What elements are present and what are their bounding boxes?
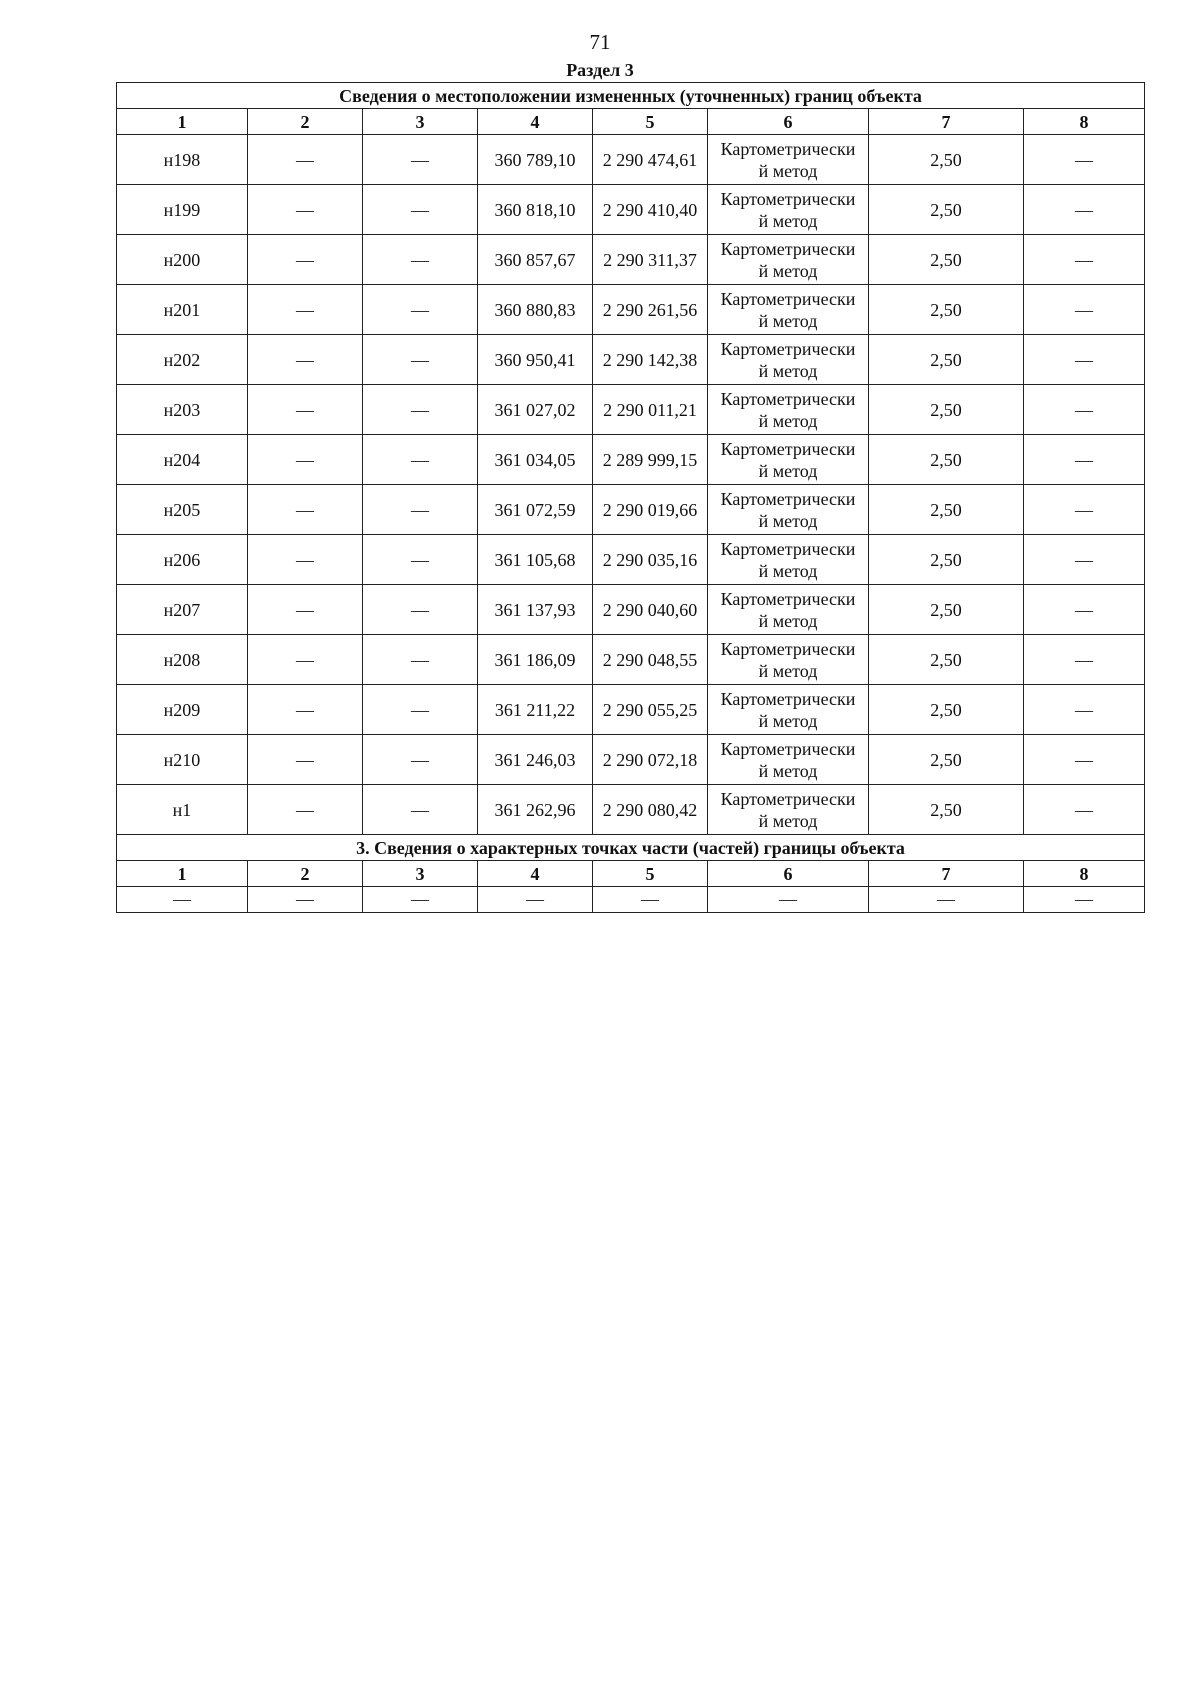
method-cell (708, 135, 869, 185)
y-coordinate-cell: 2 290 055,25 (593, 685, 708, 735)
method-text-line: й метод (758, 160, 818, 181)
empty-cell: — (1024, 485, 1145, 535)
empty-cell: — (1024, 435, 1145, 485)
empty-cell: — (363, 635, 478, 685)
method-text-line: й метод (758, 410, 818, 431)
x-coordinate-cell: 361 246,03 (478, 735, 593, 785)
empty-cell: — (1024, 335, 1145, 385)
x-coordinate-cell: 360 857,67 (478, 235, 593, 285)
empty-cell: — (117, 887, 248, 913)
empty-cell: — (248, 485, 363, 535)
column-header: 3 (363, 109, 478, 135)
y-coordinate-cell: 2 290 474,61 (593, 135, 708, 185)
column-header: 5 (593, 109, 708, 135)
column-header: 8 (1024, 861, 1145, 887)
empty-cell: — (248, 335, 363, 385)
method-cell (708, 435, 869, 485)
empty-cell: — (363, 535, 478, 585)
empty-cell: — (248, 635, 363, 685)
x-coordinate-cell: 361 262,96 (478, 785, 593, 835)
empty-cell: — (1024, 585, 1145, 635)
table2-caption: 3. Сведения о характерных точках части (частей) границы объекта (117, 835, 1145, 861)
table-row (117, 785, 1145, 835)
column-header: 8 (1024, 109, 1145, 135)
y-coordinate-cell: 2 290 080,42 (593, 785, 708, 835)
method-text-line: Картометрически (720, 438, 856, 459)
empty-cell: — (1024, 285, 1145, 335)
method-text-line: Картометрически (720, 388, 856, 409)
x-coordinate-cell: 361 186,09 (478, 635, 593, 685)
empty-cell: — (1024, 185, 1145, 235)
method-text-line: Картометрически (720, 338, 856, 359)
empty-cell: — (869, 887, 1024, 913)
column-header: 4 (478, 109, 593, 135)
table1-caption-row (117, 83, 1145, 109)
x-coordinate-cell: 361 072,59 (478, 485, 593, 535)
y-coordinate-cell: 2 290 019,66 (593, 485, 708, 535)
method-text-line: й метод (758, 460, 818, 481)
y-coordinate-cell: 2 290 142,38 (593, 335, 708, 385)
method-cell (708, 535, 869, 585)
empty-cell: — (1024, 887, 1145, 913)
y-coordinate-cell: 2 290 040,60 (593, 585, 708, 635)
method-cell (708, 285, 869, 335)
empty-cell: — (248, 585, 363, 635)
method-text-line: й метод (758, 760, 818, 781)
point-cell: н207 (117, 585, 248, 635)
empty-cell: — (248, 887, 363, 913)
empty-cell: — (248, 135, 363, 185)
x-coordinate-cell: 360 880,83 (478, 285, 593, 335)
accuracy-cell: 2,50 (869, 285, 1024, 335)
accuracy-cell: 2,50 (869, 135, 1024, 185)
column-header: 3 (363, 861, 478, 887)
method-cell (708, 585, 869, 635)
empty-cell: — (363, 385, 478, 435)
empty-cell: — (248, 185, 363, 235)
empty-cell: — (1024, 135, 1145, 185)
x-coordinate-cell: 361 137,93 (478, 585, 593, 635)
x-coordinate-cell: 361 211,22 (478, 685, 593, 735)
y-coordinate-cell: 2 290 410,40 (593, 185, 708, 235)
point-cell: н205 (117, 485, 248, 535)
accuracy-cell: 2,50 (869, 635, 1024, 685)
empty-cell: — (1024, 535, 1145, 585)
method-cell (708, 635, 869, 685)
point-cell: н1 (117, 785, 248, 835)
page-number: 71 (589, 30, 611, 54)
x-coordinate-cell: 360 818,10 (478, 185, 593, 235)
column-header: 2 (248, 109, 363, 135)
empty-cell: — (708, 887, 869, 913)
method-text-line: й метод (758, 510, 818, 531)
empty-cell: — (1024, 685, 1145, 735)
table-row (117, 735, 1145, 785)
method-text-line: Картометрически (720, 688, 856, 709)
y-coordinate-cell: 2 290 261,56 (593, 285, 708, 335)
point-cell: н203 (117, 385, 248, 435)
table-row (117, 385, 1145, 435)
empty-cell: — (478, 887, 593, 913)
point-cell: н209 (117, 685, 248, 735)
table1-caption: Сведения о местоположении измененных (уточненных) границ объекта (117, 83, 1145, 109)
y-coordinate-cell: 2 289 999,15 (593, 435, 708, 485)
empty-cell: — (248, 685, 363, 735)
accuracy-cell: 2,50 (869, 235, 1024, 285)
empty-cell: — (248, 785, 363, 835)
empty-cell: — (1024, 385, 1145, 435)
column-header: 6 (708, 109, 869, 135)
table-row (117, 185, 1145, 235)
method-cell (708, 235, 869, 285)
x-coordinate-cell: 361 027,02 (478, 385, 593, 435)
method-text-line: Картометрически (720, 238, 856, 259)
empty-cell: — (363, 235, 478, 285)
point-cell: н199 (117, 185, 248, 235)
x-coordinate-cell: 361 034,05 (478, 435, 593, 485)
column-header: 7 (869, 109, 1024, 135)
accuracy-cell: 2,50 (869, 685, 1024, 735)
column-header: 6 (708, 861, 869, 887)
point-cell: н206 (117, 535, 248, 585)
column-header: 2 (248, 861, 363, 887)
method-text-line: Картометрически (720, 638, 856, 659)
method-cell (708, 735, 869, 785)
y-coordinate-cell: 2 290 035,16 (593, 535, 708, 585)
x-coordinate-cell: 360 789,10 (478, 135, 593, 185)
method-text-line: й метод (758, 710, 818, 731)
empty-cell: — (1024, 735, 1145, 785)
y-coordinate-cell: 2 290 048,55 (593, 635, 708, 685)
table2-header-row (117, 861, 1145, 887)
accuracy-cell: 2,50 (869, 785, 1024, 835)
empty-cell: — (363, 785, 478, 835)
point-cell: н204 (117, 435, 248, 485)
method-text-line: й метод (758, 310, 818, 331)
empty-cell: — (248, 285, 363, 335)
point-cell: н200 (117, 235, 248, 285)
x-coordinate-cell: 361 105,68 (478, 535, 593, 585)
empty-cell: — (363, 335, 478, 385)
method-cell (708, 385, 869, 435)
method-text-line: Картометрически (720, 488, 856, 509)
y-coordinate-cell: 2 290 072,18 (593, 735, 708, 785)
method-text-line: й метод (758, 610, 818, 631)
empty-cell: — (363, 285, 478, 335)
method-cell (708, 785, 869, 835)
method-text-line: Картометрически (720, 138, 856, 159)
table-row (117, 635, 1145, 685)
method-text-line: Картометрически (720, 788, 856, 809)
method-text-line: Картометрически (720, 288, 856, 309)
empty-cell: — (363, 735, 478, 785)
column-header: 7 (869, 861, 1024, 887)
table-row (117, 335, 1145, 385)
accuracy-cell: 2,50 (869, 385, 1024, 435)
method-text-line: Картометрически (720, 538, 856, 559)
method-cell (708, 335, 869, 385)
method-cell (708, 485, 869, 535)
empty-cell: — (363, 685, 478, 735)
empty-cell: — (363, 135, 478, 185)
method-text-line: й метод (758, 210, 818, 231)
table1-header-row (117, 109, 1145, 135)
method-text-line: й метод (758, 360, 818, 381)
empty-cell: — (1024, 235, 1145, 285)
empty-cell: — (363, 435, 478, 485)
accuracy-cell: 2,50 (869, 485, 1024, 535)
method-text-line: Картометрически (720, 738, 856, 759)
section-title: Раздел 3 (566, 60, 634, 80)
empty-cell: — (1024, 635, 1145, 685)
column-header: 1 (117, 109, 248, 135)
empty-cell: — (248, 735, 363, 785)
y-coordinate-cell: 2 290 011,21 (593, 385, 708, 435)
accuracy-cell: 2,50 (869, 585, 1024, 635)
table-row (117, 285, 1145, 335)
empty-cell: — (248, 385, 363, 435)
point-cell: н201 (117, 285, 248, 335)
method-text-line: й метод (758, 660, 818, 681)
column-header: 5 (593, 861, 708, 887)
point-cell: н208 (117, 635, 248, 685)
method-text-line: й метод (758, 810, 818, 831)
point-cell: н202 (117, 335, 248, 385)
empty-cell: — (248, 535, 363, 585)
empty-cell: — (593, 887, 708, 913)
accuracy-cell: 2,50 (869, 735, 1024, 785)
empty-cell: — (363, 185, 478, 235)
column-header: 4 (478, 861, 593, 887)
method-text-line: Картометрически (720, 188, 856, 209)
empty-cell: — (363, 585, 478, 635)
table2-caption-row (117, 835, 1145, 861)
empty-cell: — (1024, 785, 1145, 835)
column-header: 1 (117, 861, 248, 887)
accuracy-cell: 2,50 (869, 535, 1024, 585)
table-row (117, 485, 1145, 535)
table-row (117, 235, 1145, 285)
empty-cell: — (248, 235, 363, 285)
accuracy-cell: 2,50 (869, 185, 1024, 235)
method-text-line: й метод (758, 560, 818, 581)
method-cell (708, 185, 869, 235)
method-text-line: Картометрически (720, 588, 856, 609)
empty-cell: — (363, 485, 478, 535)
accuracy-cell: 2,50 (869, 335, 1024, 385)
method-text-line: й метод (758, 260, 818, 281)
x-coordinate-cell: 360 950,41 (478, 335, 593, 385)
boundary-table (116, 82, 1145, 913)
table-row (117, 685, 1145, 735)
method-cell (708, 685, 869, 735)
empty-cell: — (363, 887, 478, 913)
table2-empty-row (117, 887, 1145, 913)
empty-cell: — (248, 435, 363, 485)
y-coordinate-cell: 2 290 311,37 (593, 235, 708, 285)
point-cell: н198 (117, 135, 248, 185)
table-row (117, 135, 1145, 185)
table-row (117, 585, 1145, 635)
accuracy-cell: 2,50 (869, 435, 1024, 485)
table-row (117, 435, 1145, 485)
table-row (117, 535, 1145, 585)
point-cell: н210 (117, 735, 248, 785)
